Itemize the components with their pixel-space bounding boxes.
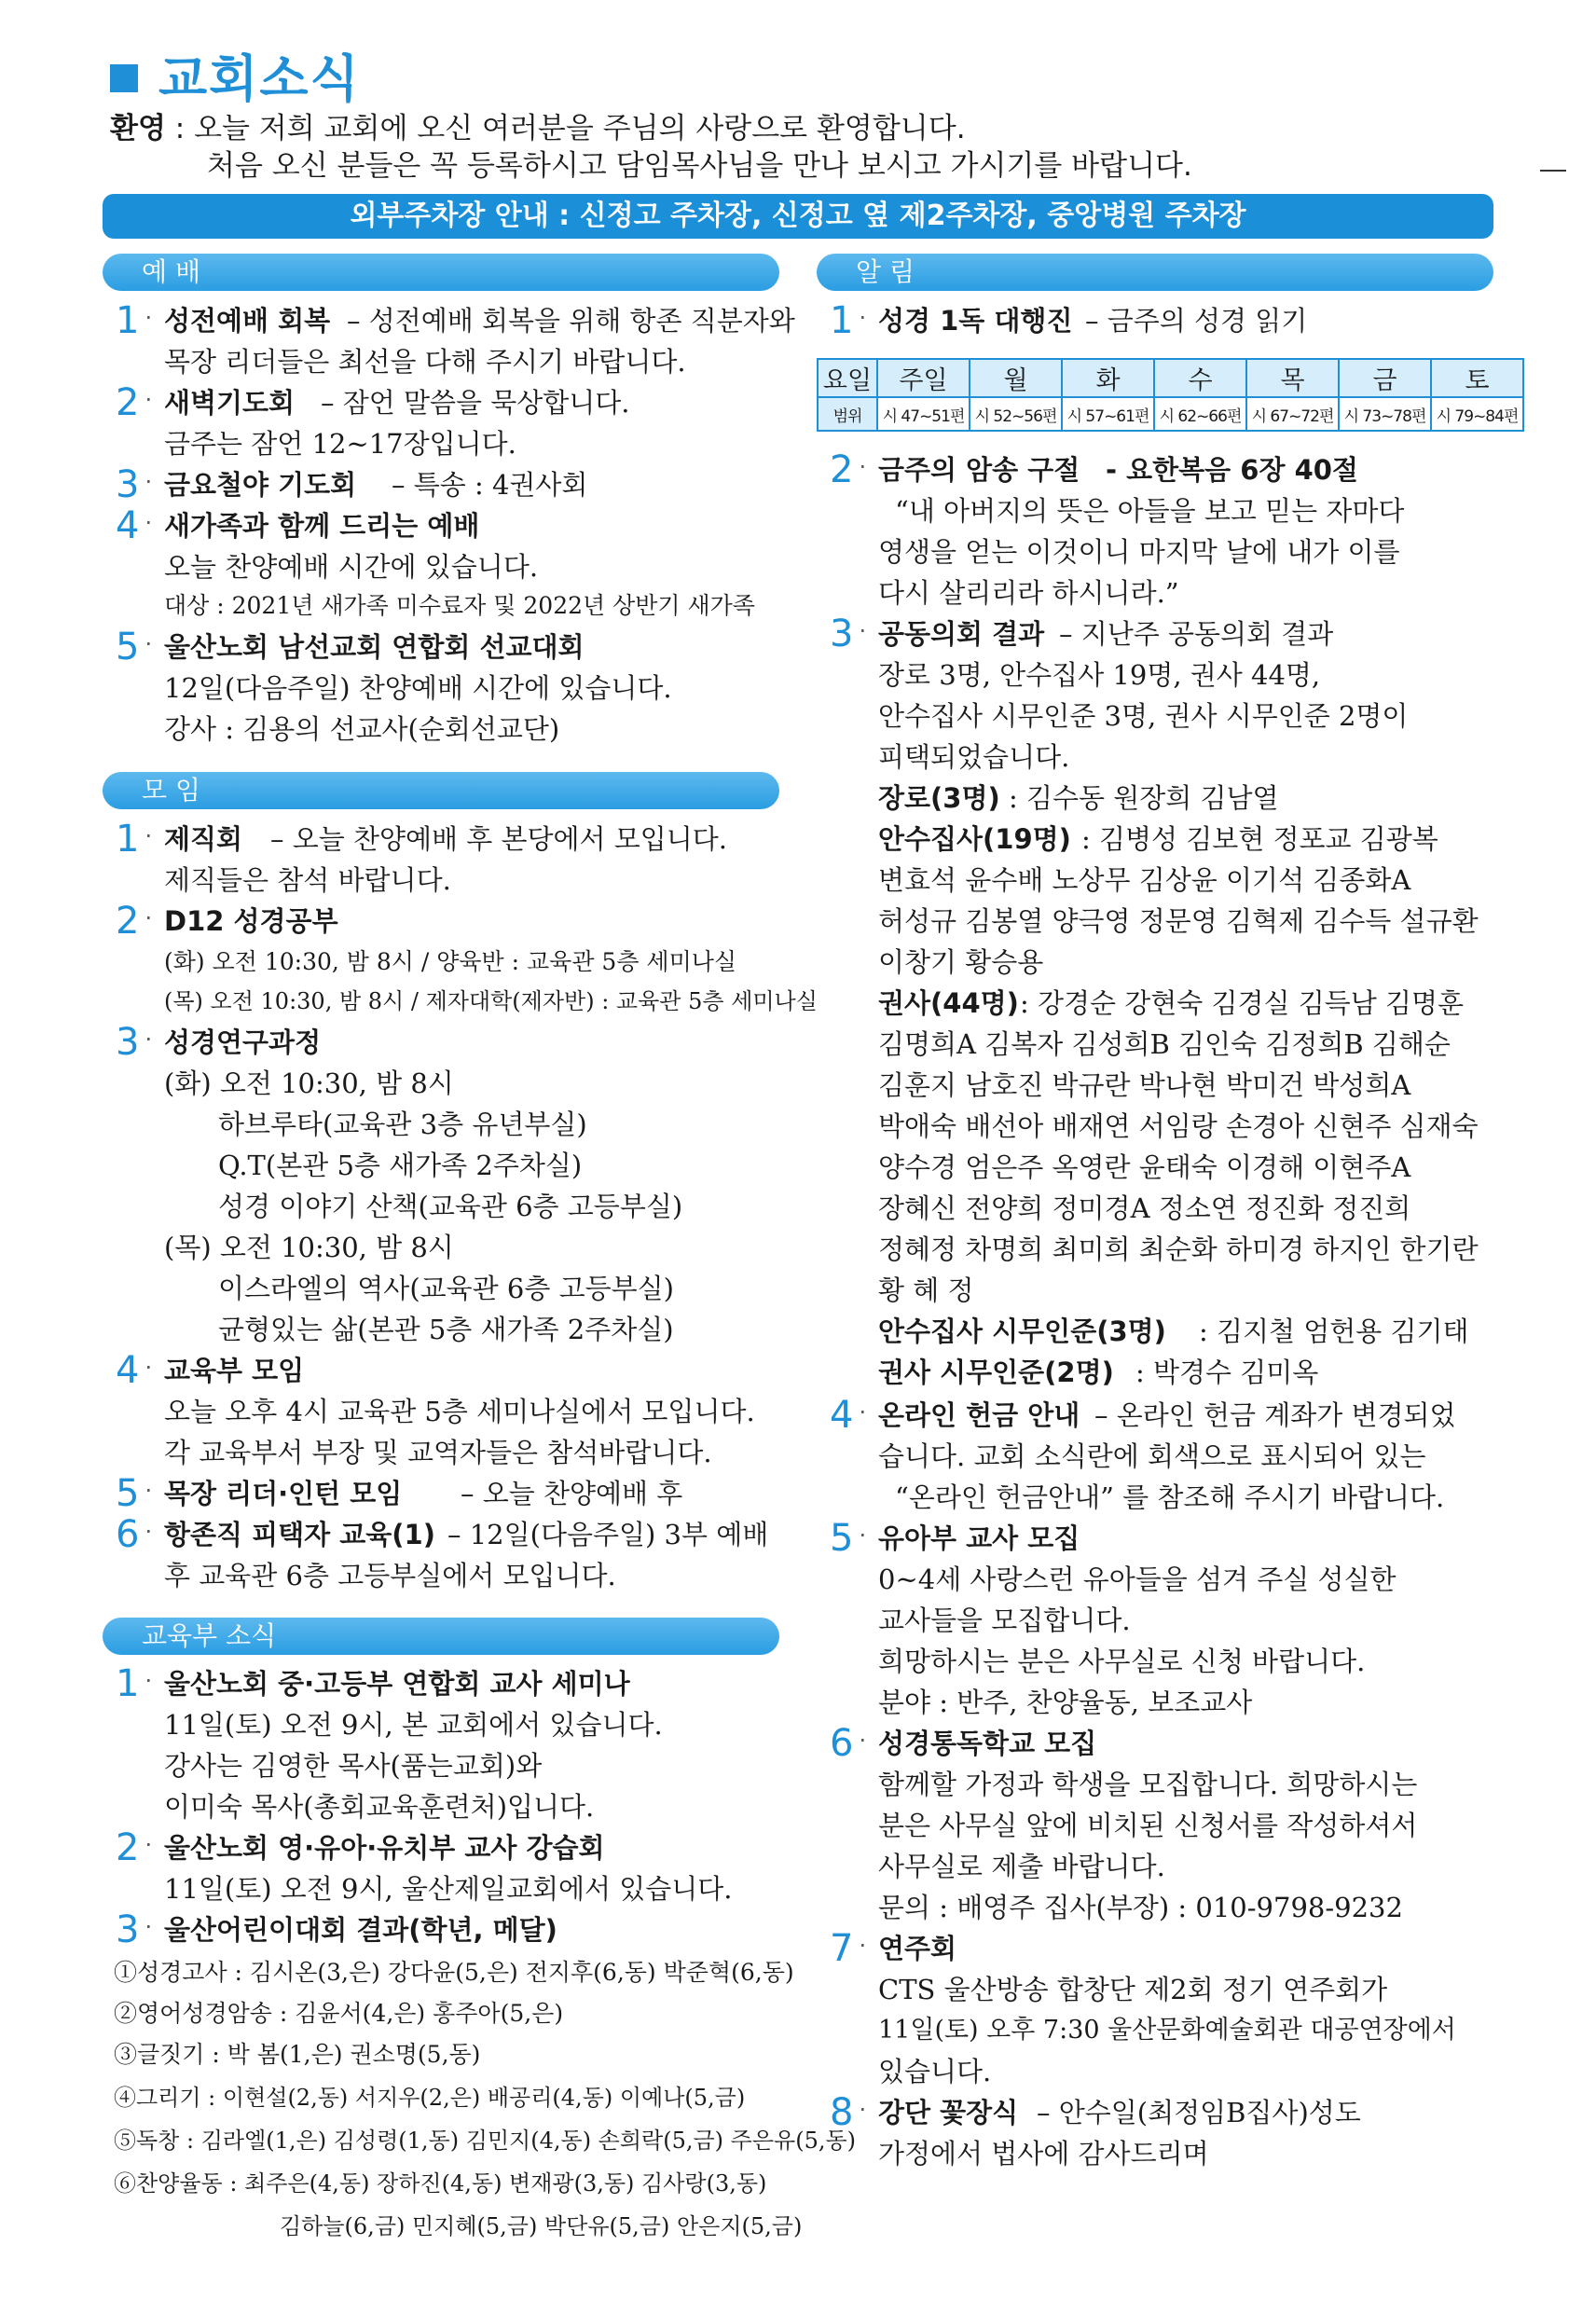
table-range: 시 52~56편	[970, 397, 1062, 431]
section-education: 교육부 소식	[103, 1618, 779, 1655]
notice-item-7-title: 연주회	[878, 1933, 957, 1964]
worship-item-1-line: 목장 리더들은 최선을 다해 주시기 바랍니다.	[164, 346, 686, 378]
meeting-item-4-line: 각 교육부서 부장 및 교역자들은 참석바랍니다.	[164, 1437, 712, 1468]
worship-item-4-line: 오늘 찬양예배 시간에 있습니다.	[164, 551, 539, 583]
item-number: 5 ·	[116, 1475, 152, 1517]
education-item-2-line: 11일(토) 오전 9시, 울산제일교회에서 있습니다.	[164, 1873, 733, 1905]
item-number: 3 ·	[830, 615, 866, 657]
item-number: 4 ·	[830, 1397, 866, 1439]
meeting-item-4-line: 오늘 오후 4시 교육관 5층 세미나실에서 모입니다.	[164, 1396, 755, 1427]
square-bullet-icon	[110, 64, 138, 92]
item-number: 6 ·	[830, 1725, 866, 1767]
table-day: 주일	[877, 359, 970, 397]
notice-item-1-title: 성경 1독 대행진	[878, 305, 1073, 337]
parking-banner: 외부주차장 안내 : 신정고 주차장, 신정고 옆 제2주차장, 중앙병원 주차장	[103, 194, 1493, 239]
item-number: 2 ·	[116, 1829, 152, 1871]
table-range: 시 57~61편	[1062, 397, 1154, 431]
section-worship: 예 배	[103, 254, 779, 291]
item-number: 1 ·	[830, 302, 866, 344]
education-item-2-title: 울산노회 영·유아·유치부 교사 강습회	[164, 1832, 605, 1864]
elder-names: : 김수동 원장희 김남열	[1009, 782, 1279, 814]
notice-item-7-line: 있습니다.	[878, 2056, 992, 2087]
item-number: 4 ·	[116, 507, 152, 549]
welcome-line-1: 환영 : 오늘 저희 교회에 오신 여러분을 주님의 사랑으로 환영합니다.	[110, 112, 966, 145]
divider	[1540, 170, 1566, 172]
table-day: 금	[1339, 359, 1431, 397]
deacon-label: 안수집사(19명)	[878, 823, 1071, 855]
notice-item-7-line: 11일(토) 오후 7:30 울산문화예술회관 대공연장에서	[878, 2016, 1456, 2045]
worship-item-5-title: 울산노회 남선교회 연합회 선교대회	[164, 631, 585, 663]
worship-item-5-line: 강사 : 김용의 선교사(순회선교단)	[164, 713, 560, 745]
kwonsa-names-line: 장혜신 전양희 정미경A 정소연 정진화 정진희	[878, 1192, 1411, 1224]
contest-result-row: ⑤독창 : 김라엘(1,은) 김성령(1,동) 김민지(4,동) 손희락(5,금) 주은유(5,동)	[114, 2128, 857, 2154]
table-day: 수	[1154, 359, 1246, 397]
kwonsa-confirm-label: 권사 시무인준(2명)	[878, 1357, 1114, 1388]
meeting-item-2-line: (화) 오전 10:30, 밤 8시 / 양육반 : 교육관 5층 세미나실	[164, 948, 737, 975]
notice-item-6-title: 성경통독학교 모집	[878, 1728, 1097, 1759]
contest-result-row: ④그리기 : 이현설(2,동) 서지우(2,은) 배공리(4,동) 이예나(5,금)	[114, 2085, 746, 2111]
meeting-item-2-line: (목) 오전 10:30, 밤 8시 / 제자대학(제자반) : 교육관 5층 세미나실	[164, 988, 818, 1014]
worship-item-2-title: 새벽기도회	[164, 387, 296, 419]
item-number: 3 ·	[116, 466, 152, 508]
meeting-item-1-line: 제직들은 참석 바랍니다.	[164, 864, 451, 896]
notice-item-8-line: 가정에서 법사에 감사드리며	[878, 2138, 1209, 2169]
table-range: 시 79~84편	[1431, 397, 1523, 431]
meeting-item-4-title: 교육부 모임	[164, 1355, 305, 1386]
deacon-names: : 김병성 김보현 정포교 김광복	[1081, 823, 1438, 855]
meeting-item-3-line: (목) 오전 10:30, 밤 8시	[164, 1232, 454, 1263]
meeting-item-6-title: 항존직 피택자 교육(1)	[164, 1519, 435, 1550]
meeting-item-2-title: D12 성경공부	[164, 905, 338, 937]
contest-result-row: ②영어성경암송 : 김윤서(4,은) 홍주아(5,은)	[114, 2000, 564, 2027]
kwonsa-label: 권사(44명)	[878, 987, 1019, 1019]
contest-result-row: ①성경고사 : 김시온(3,은) 강다윤(5,은) 전지후(6,동) 박준혁(6,동)	[114, 1959, 794, 1986]
meeting-item-6-line: 후 교육관 6층 고등부실에서 모입니다.	[164, 1560, 616, 1591]
notice-item-6-line: 분은 사무실 앞에 비치된 신청서를 작성하셔서	[878, 1810, 1418, 1841]
item-number: 5 ·	[116, 628, 152, 670]
deacon-confirm-label: 안수집사 시무인준(3명)	[878, 1315, 1166, 1347]
item-number: 2 ·	[116, 902, 152, 944]
notice-item-5-title: 유아부 교사 모집	[878, 1522, 1080, 1554]
table-day: 월	[970, 359, 1062, 397]
meeting-item-3-line: Q.T(본관 5층 새가족 2주차실)	[218, 1150, 583, 1181]
worship-item-3-title: 금요철야 기도회	[164, 469, 357, 501]
page-title: 교회소식	[110, 39, 361, 111]
meeting-item-5-title: 목장 리더·인턴 모임	[164, 1478, 403, 1509]
kwonsa-names: : 강경순 강현숙 김경실 김득남 김명훈	[1020, 987, 1465, 1019]
notice-item-5-line: 0~4세 사랑스런 유아들을 섬겨 주실 성실한	[878, 1563, 1396, 1595]
table-day: 화	[1062, 359, 1154, 397]
kwonsa-names-line: 황 혜 정	[878, 1274, 974, 1306]
notice-item-4-text: – 온라인 헌금 계좌가 변경되었	[1094, 1399, 1456, 1431]
contest-result-row: ③글짓기 : 박 봄(1,은) 권소명(5,동)	[114, 2041, 481, 2068]
meeting-item-3-line: 균형있는 삶(본관 5층 새가족 2주차실)	[218, 1314, 674, 1345]
education-item-1-line: 11일(토) 오전 9시, 본 교회에서 있습니다.	[164, 1709, 663, 1741]
notice-item-8-title: 강단 꽃장식	[878, 2097, 1019, 2128]
item-number: 1 ·	[116, 820, 152, 862]
deacon-names-line: 허성규 김봉열 양극영 정문영 김혁제 김수득 설규환	[878, 905, 1479, 937]
deacon-names-line: 변효석 윤수배 노상무 김상윤 이기석 김종화A	[878, 864, 1411, 896]
table-range: 시 67~72편	[1246, 397, 1339, 431]
welcome-line-2: 처음 오신 분들은 꼭 등록하시고 담임목사님을 만나 보시고 가시기를 바랍니다.	[207, 149, 1192, 183]
notice-item-7-line: CTS 울산방송 합창단 제2회 정기 연주회가	[878, 1974, 1388, 2005]
meeting-item-3-line: (화) 오전 10:30, 밤 8시	[164, 1067, 454, 1099]
education-item-1-line: 이미숙 목사(총회교육훈련처)입니다.	[164, 1791, 595, 1823]
worship-item-2-text: – 잠언 말씀을 묵상합니다.	[321, 387, 630, 419]
notice-item-3-line: 피택되었습니다.	[878, 741, 1070, 773]
item-number: 2 ·	[116, 384, 152, 426]
notice-item-3-text: – 지난주 공동의회 결과	[1059, 618, 1334, 650]
worship-item-5-line: 12일(다음주일) 찬양예배 시간에 있습니다.	[164, 672, 672, 704]
education-item-1-line: 강사는 김영한 목사(품는교회)와	[164, 1750, 543, 1782]
item-number: 5 ·	[830, 1520, 866, 1562]
elder-label: 장로(3명)	[878, 782, 1000, 814]
table-range: 시 62~66편	[1154, 397, 1246, 431]
table-row-label: 범위	[818, 397, 877, 431]
meeting-item-3-title: 성경연구과정	[164, 1026, 322, 1058]
notice-item-5-line: 분야 : 반주, 찬양율동, 보조교사	[878, 1687, 1253, 1718]
item-number: 7 ·	[830, 1930, 866, 1972]
notice-item-3-title: 공동의회 결과	[878, 618, 1045, 650]
worship-item-4-line: 대상 : 2021년 새가족 미수료자 및 2022년 상반기 새가족	[164, 592, 755, 619]
meeting-item-3-line: 이스라엘의 역사(교육관 6층 고등부실)	[218, 1273, 674, 1304]
table-range: 시 47~51편	[877, 397, 970, 431]
notice-item-3-line: 장로 3명, 안수집사 19명, 권사 44명,	[878, 659, 1321, 691]
table-day: 목	[1246, 359, 1339, 397]
meeting-item-3-line: 하브루타(교육관 3층 유년부실)	[218, 1109, 587, 1140]
notice-item-5-line: 희망하시는 분은 사무실로 신청 바랍니다.	[878, 1646, 1366, 1677]
contest-result-row: 김하늘(6,금) 민지혜(5,금) 박단유(5,금) 안은지(5,금)	[280, 2213, 803, 2239]
meeting-item-5-text: – 오늘 찬양예배 후	[461, 1478, 683, 1509]
contest-result-row: ⑥찬양율동 : 최주은(4,동) 장하진(4,동) 변재광(3,동) 김사랑(3,동)	[114, 2170, 767, 2197]
worship-item-1-title: 성전예배 회복	[164, 305, 331, 337]
notice-item-4-title: 온라인 헌금 안내	[878, 1399, 1080, 1431]
deacon-names-line: 이창기 황승용	[878, 946, 1044, 978]
worship-item-3-text: – 특송 : 4권사회	[392, 469, 588, 501]
welcome-label: 환영	[110, 112, 166, 145]
notice-item-6-line: 사무실로 제출 바랍니다.	[878, 1851, 1165, 1882]
kwonsa-names-line: 김훈지 남호진 박규란 박나현 박미건 박성희A	[878, 1069, 1411, 1101]
worship-item-1-text: – 성전예배 회복을 위해 항존 직분자와	[347, 305, 795, 337]
table-header-label: 요일	[818, 359, 877, 397]
deacon-confirm-names: : 김지철 엄헌용 김기태	[1199, 1315, 1469, 1347]
meeting-item-1-title: 제직회	[164, 823, 243, 855]
notice-item-4-line: 습니다. 교회 소식란에 회색으로 표시되어 있는	[878, 1440, 1426, 1472]
notice-item-6-line: 문의 : 배영주 집사(부장) : 010-9798-9232	[878, 1892, 1403, 1923]
notice-item-2-line: “내 아버지의 뜻은 아들을 보고 믿는 자마다	[895, 495, 1405, 527]
notice-item-2-line: 영생을 얻는 이것이니 마지막 날에 내가 이를	[878, 536, 1400, 568]
notice-item-1-text: – 금주의 성경 읽기	[1085, 305, 1308, 337]
kwonsa-names-line: 박애숙 배선아 배재연 서임랑 손경아 신현주 심재숙	[878, 1110, 1479, 1142]
bible-reading-table	[817, 358, 1524, 432]
notice-item-6-line: 함께할 가정과 학생을 모집합니다. 희망하시는	[878, 1769, 1418, 1800]
notice-item-4-line: “온라인 헌금안내” 를 참조해 주시기 바랍니다.	[895, 1481, 1445, 1513]
table-day: 토	[1431, 359, 1523, 397]
item-number: 1 ·	[116, 1665, 152, 1707]
meeting-item-3-line: 성경 이야기 산책(교육관 6층 고등부실)	[218, 1191, 683, 1222]
education-item-3-title: 울산어린이대회 결과(학년, 메달)	[164, 1914, 557, 1946]
worship-item-4-title: 새가족과 함께 드리는 예배	[164, 510, 480, 542]
notice-item-2-line: 다시 살리리라 하시니라.”	[878, 577, 1179, 609]
meeting-item-6-text: – 12일(다음주일) 3부 예배	[447, 1519, 769, 1550]
item-number: 3 ·	[116, 1911, 152, 1953]
worship-item-2-line: 금주는 잠언 12~17장입니다.	[164, 428, 516, 460]
item-number: 3 ·	[116, 1024, 152, 1066]
notice-item-3-line: 안수집사 시무인준 3명, 권사 시무인준 2명이	[878, 700, 1409, 732]
item-number: 4 ·	[116, 1352, 152, 1394]
item-number: 2 ·	[830, 451, 866, 493]
notice-item-2-text: - 요한복음 6장 40절	[1106, 454, 1358, 486]
notice-item-2-title: 금주의 암송 구절	[878, 454, 1080, 486]
item-number: 8 ·	[830, 2094, 866, 2136]
kwonsa-confirm-names: : 박경수 김미옥	[1135, 1357, 1319, 1388]
kwonsa-names-line: 양수경 엄은주 옥영란 윤태숙 이경해 이현주A	[878, 1151, 1411, 1183]
item-number: 6 ·	[116, 1516, 152, 1558]
item-number: 1 ·	[116, 302, 152, 344]
notice-item-5-line: 교사들을 모집합니다.	[878, 1605, 1131, 1636]
meeting-item-1-text: – 오늘 찬양예배 후 본당에서 모입니다.	[270, 823, 728, 855]
section-notice: 알 림	[817, 254, 1493, 291]
kwonsa-names-line: 김명희A 김복자 김성희B 김인숙 김정희B 김해순	[878, 1028, 1451, 1060]
section-meeting: 모 임	[103, 772, 779, 809]
kwonsa-names-line: 정혜정 차명희 최미희 최순화 하미경 하지인 한기란	[878, 1233, 1479, 1265]
education-item-1-title: 울산노회 중·고등부 연합회 교사 세미나	[164, 1668, 630, 1700]
notice-item-8-text: – 안수일(최정임B집사)성도	[1037, 2097, 1361, 2128]
table-range: 시 73~78편	[1339, 397, 1431, 431]
